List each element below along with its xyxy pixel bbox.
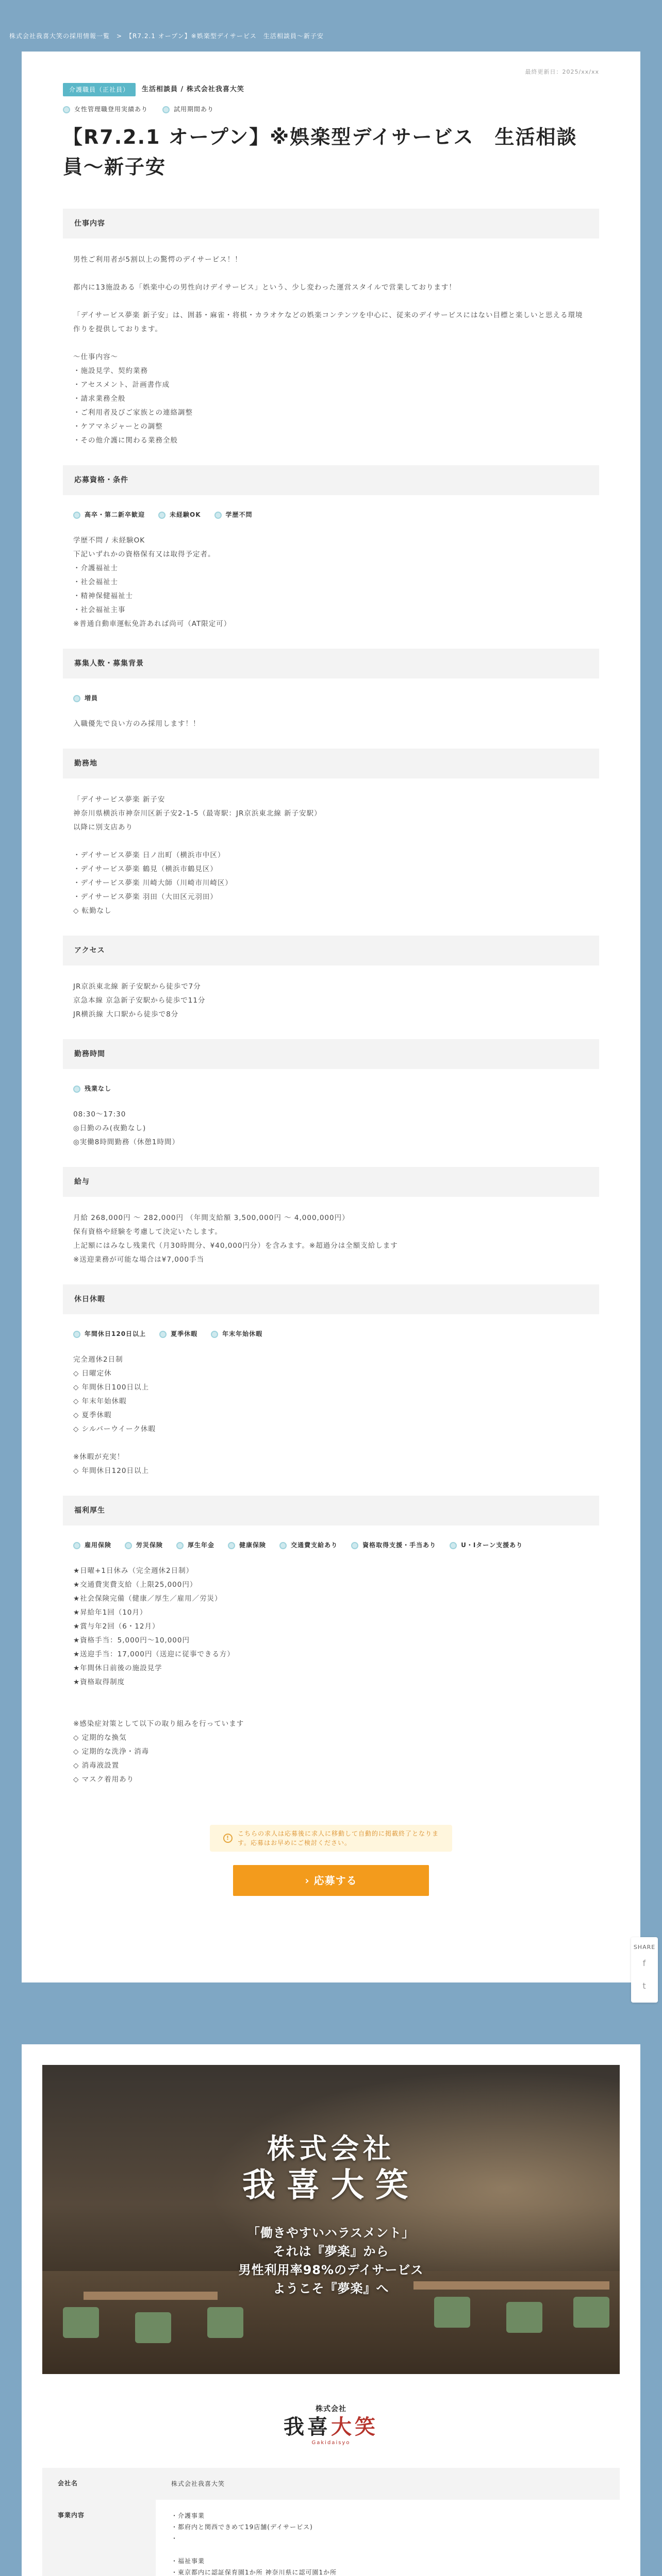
tag-label: 増員 xyxy=(85,694,98,702)
check-circle-icon xyxy=(125,1542,132,1549)
tag-item xyxy=(214,510,253,520)
twitter-icon[interactable]: t xyxy=(642,1981,647,1991)
section-gap xyxy=(0,1982,662,2044)
job-section xyxy=(63,749,599,918)
tag-label: U・Iターン支援あり xyxy=(461,1541,523,1549)
tag-label: 年間休日120日以上 xyxy=(85,1330,146,1337)
tag-label: 女性管理職登用実績あり xyxy=(74,106,148,113)
tag-item xyxy=(228,1540,266,1551)
hero-chair xyxy=(506,2302,542,2333)
tag-item xyxy=(162,104,214,115)
check-circle-icon xyxy=(73,1331,80,1338)
tag-item xyxy=(279,1540,338,1551)
tag-label: 高卒・第二新卒歓迎 xyxy=(85,511,145,518)
tag-item xyxy=(63,104,148,115)
tag-item xyxy=(159,1329,197,1340)
tag-label: 労災保険 xyxy=(136,1541,163,1549)
job-section xyxy=(63,209,599,448)
tag-label: 厚生年金 xyxy=(188,1541,215,1549)
tag-item xyxy=(73,1329,146,1340)
section-body: 月給 268,000円 〜 282,000円 （年間支給額 3,500,000円 〜 4,000,000円） 保有資格や経験を考慮して決定いたします。 上記額にはみなし残業代（月30時間分、¥40,000円分）を含みます。※超過分は全額支給します ※送迎業務が可能な場合は¥7,000手当 xyxy=(73,1214,398,1264)
check-circle-icon xyxy=(73,695,80,702)
section-heading: 休日休暇 xyxy=(63,1284,599,1314)
section-heading: 福利厚生 xyxy=(63,1496,599,1526)
company-hero-image xyxy=(42,2065,620,2374)
section-tags xyxy=(63,693,599,704)
section-heading: 募集人数・募集背景 xyxy=(63,649,599,679)
check-circle-icon xyxy=(63,106,70,113)
updated-date: 最終更新日：2025/xx/xx xyxy=(525,69,599,75)
section-heading: 勤務地 xyxy=(63,749,599,778)
hero-tagline-line: ようこそ『夢楽』へ xyxy=(273,2281,389,2296)
section-body: 入職優先で良い方のみ採用します！！ xyxy=(73,720,201,728)
section-heading: 給与 xyxy=(63,1167,599,1197)
logo-romaji: Gakidaisyo xyxy=(311,2439,351,2446)
section-tags xyxy=(63,1329,599,1340)
section-body: 08:30〜17:30 ◎日勤のみ(夜勤なし) ◎実働8時間勤務（休憩1時間） xyxy=(73,1110,179,1146)
apply-button[interactable]: › 応募する xyxy=(233,1865,429,1896)
check-circle-icon xyxy=(159,1331,167,1338)
hero-chair xyxy=(573,2297,609,2328)
check-circle-icon xyxy=(450,1542,457,1549)
job-section xyxy=(63,649,599,731)
tag-label: 夏季休暇 xyxy=(171,1330,198,1337)
check-circle-icon xyxy=(214,512,222,519)
job-section xyxy=(63,1284,599,1478)
share-label: SHARE xyxy=(633,1944,656,1951)
tag-item xyxy=(73,1083,111,1094)
facebook-icon[interactable]: f xyxy=(642,1958,647,1969)
job-section xyxy=(63,936,599,1022)
check-circle-icon xyxy=(351,1542,358,1549)
company-info-label: 事業内容 xyxy=(42,2500,156,2576)
job-section xyxy=(63,465,599,631)
job-tags xyxy=(63,104,599,115)
section-heading: アクセス xyxy=(63,936,599,965)
company-info-value: ・介護事業 ・都府内と関西できめて19店舗(デイサービス) ・ ・福祉事業 ・東京都内に認証保育園1か所 神奈川県に認可園1か所 xyxy=(156,2500,620,2576)
logo-name-b: 大笑 xyxy=(331,2414,378,2439)
breadcrumb[interactable]: 株式会社我喜大笑の採用情報一覧 > 【R7.2.1 オープン】※娯楽型デイサービス 生活相談員〜新子安 xyxy=(9,32,324,40)
hero-tagline-line: それは『夢楽』から xyxy=(273,2244,389,2259)
section-body: 男性ご利用者が5割以上の驚愕のデイサービス！！ 都内に13施設ある「娯楽中心の男性向けデイサービス」という、少し変わった運営スタイルで営業しております！ 「デイサービス夢楽 新子安」は、囲碁・麻雀・将棋・カラオケなどの娯楽コンテンツを中心に、従来のデイサービスにはない目標と楽しいと思える環境作りを提供しております。 〜仕事内容〜 ・施設見学、契約業務 ・アセスメント、計画書作成 ・請求業務全般 ・ご利用者及びご家族との連絡調整 ・ケアマネジャーとの調整 ・その他介護に関わる業務全般 xyxy=(73,256,583,445)
tag-label: 試用期間あり xyxy=(174,106,214,113)
logo-prefix: 株式会社 xyxy=(316,2405,346,2413)
tag-item xyxy=(125,1540,163,1551)
tag-item xyxy=(73,693,98,704)
tag-label: 学歴不問 xyxy=(225,511,253,518)
section-body: 「デイサービス夢楽 新子安 神奈川県横浜市神奈川区新子安2-1-5（最寄駅：JR京浜東北線 新子安駅） 以降に別支店あり ・デイサービス夢楽 日ノ出町（横浜市中区） ・デイサービス夢楽 鶴見（横浜市鶴見区） ・デイサービス夢楽 川崎大師（川崎市川崎区） ・デイサービス夢楽 羽田（大田区元羽田） ◇ 転勤なし xyxy=(73,795,322,915)
hero-text xyxy=(42,2132,620,2298)
hero-chair xyxy=(135,2312,171,2343)
logo-name xyxy=(42,2416,620,2438)
tag-label: 健康保険 xyxy=(239,1541,267,1549)
category-row xyxy=(63,82,599,97)
check-circle-icon xyxy=(211,1331,218,1338)
tag-item xyxy=(158,510,201,520)
company-info-row xyxy=(42,2468,620,2500)
section-heading: 応募資格・条件 xyxy=(63,465,599,495)
section-heading: 勤務時間 xyxy=(63,1039,599,1069)
job-section xyxy=(63,1167,599,1267)
job-section xyxy=(63,1496,599,1787)
hero-company-name: 我喜大笑 xyxy=(242,2166,420,2205)
hero-tagline-line: 「働きやすいハラスメント」 xyxy=(247,2226,415,2240)
apply-block xyxy=(63,1804,599,1896)
section-tags xyxy=(63,510,599,520)
hero-chair xyxy=(63,2307,99,2338)
company-card xyxy=(22,2044,640,2576)
company-info-table xyxy=(42,2468,620,2576)
hero-company-prefix: 株式会社 xyxy=(267,2132,395,2165)
warning-icon: ! xyxy=(223,1834,233,1843)
hero-chair xyxy=(434,2297,470,2328)
check-circle-icon xyxy=(162,106,170,113)
tag-item xyxy=(450,1540,523,1551)
job-section xyxy=(63,1039,599,1149)
tag-item xyxy=(73,1540,111,1551)
apply-notice xyxy=(210,1825,452,1852)
logo-name-a: 我喜 xyxy=(284,2414,331,2439)
section-body: JR京浜東北線 新子安駅から徒歩で7分 京急本線 京急新子安駅から徒歩で11分 JR横浜線 大口駅から徒歩で8分 xyxy=(73,982,206,1019)
section-body: 学歴不問 / 未経験OK 下記いずれかの資格保有又は取得予定者。 ・介護福祉士 ・社会福祉士 ・精神保健福祉士 ・社会福祉主事 ※普通自動車運転免許あれば尚可（AT限定可） xyxy=(73,536,231,628)
company-info-value: 株式会社我喜大笑 xyxy=(156,2468,620,2500)
check-circle-icon xyxy=(228,1542,235,1549)
tag-label: 雇用保険 xyxy=(85,1541,112,1549)
section-tags xyxy=(63,1540,599,1551)
job-sections xyxy=(63,209,599,1787)
category-badge: 介護職員（正社員） xyxy=(63,83,136,96)
check-circle-icon xyxy=(73,1542,80,1549)
section-tags xyxy=(63,1083,599,1094)
hero-tagline xyxy=(42,2224,620,2298)
hero-chair xyxy=(207,2307,243,2338)
company-logo xyxy=(42,2403,620,2447)
section-heading: 仕事内容 xyxy=(63,209,599,239)
company-info-row xyxy=(42,2500,620,2576)
check-circle-icon xyxy=(176,1542,184,1549)
category-text: 生活相談員 / 株式会社我喜大笑 xyxy=(142,85,244,93)
hero-tagline-line: 男性利用率98%のデイサービス xyxy=(238,2263,424,2277)
tag-label: 資格取得支援・手当あり xyxy=(362,1541,437,1549)
tag-label: 年末年始休暇 xyxy=(222,1330,263,1337)
tag-item xyxy=(73,510,145,520)
job-card xyxy=(22,52,656,1991)
check-circle-icon xyxy=(73,1086,80,1093)
section-body: 完全週休2日制 ◇ 日曜定休 ◇ 年間休日100日以上 ◇ 年末年始休暇 ◇ 夏季休暇 ◇ シルバーウイーク休暇 ※休暇が充実！ ◇ 年間休日120日以上 xyxy=(73,1355,156,1475)
check-circle-icon xyxy=(279,1542,287,1549)
share-panel xyxy=(631,1937,658,2003)
section-body: ★日曜+1日休み（完全週休2日制） ★交通費実費支給（上限25,000円） ★社会保険完備（健康／厚生／雇用／労災） ★昇給年1回（10月） ★賞与年2回（6・12月） ★資格手当：5,000円〜10,000円 ★送迎手当：17,000円（送迎に従事できる方） ★年間休日前後の施設見学 ★資格取得制度 ※感染症対策として以下の取り組みを行っています ◇ 定期的な換気 ◇ 定期的な洗浄・消毒 ◇ 消毒液設置 ◇ マスク着用あり xyxy=(73,1567,244,1784)
tag-label: 交通費支給あり xyxy=(291,1541,338,1549)
check-circle-icon xyxy=(73,512,80,519)
tag-label: 未経験OK xyxy=(170,511,201,518)
tag-label: 残業なし xyxy=(85,1085,112,1092)
tag-item xyxy=(211,1329,262,1340)
check-circle-icon xyxy=(158,512,166,519)
tag-item xyxy=(176,1540,214,1551)
job-title: 【R7.2.1 オープン】※娯楽型デイサービス 生活相談員〜新子安 xyxy=(63,126,577,178)
apply-notice-text: こちらの求人は応募後に求人に移動して自動的に掲載終了となります。応募はお早めにご検討ください。 xyxy=(238,1830,439,1846)
tag-item xyxy=(351,1540,436,1551)
company-info-label: 会社名 xyxy=(42,2468,156,2500)
